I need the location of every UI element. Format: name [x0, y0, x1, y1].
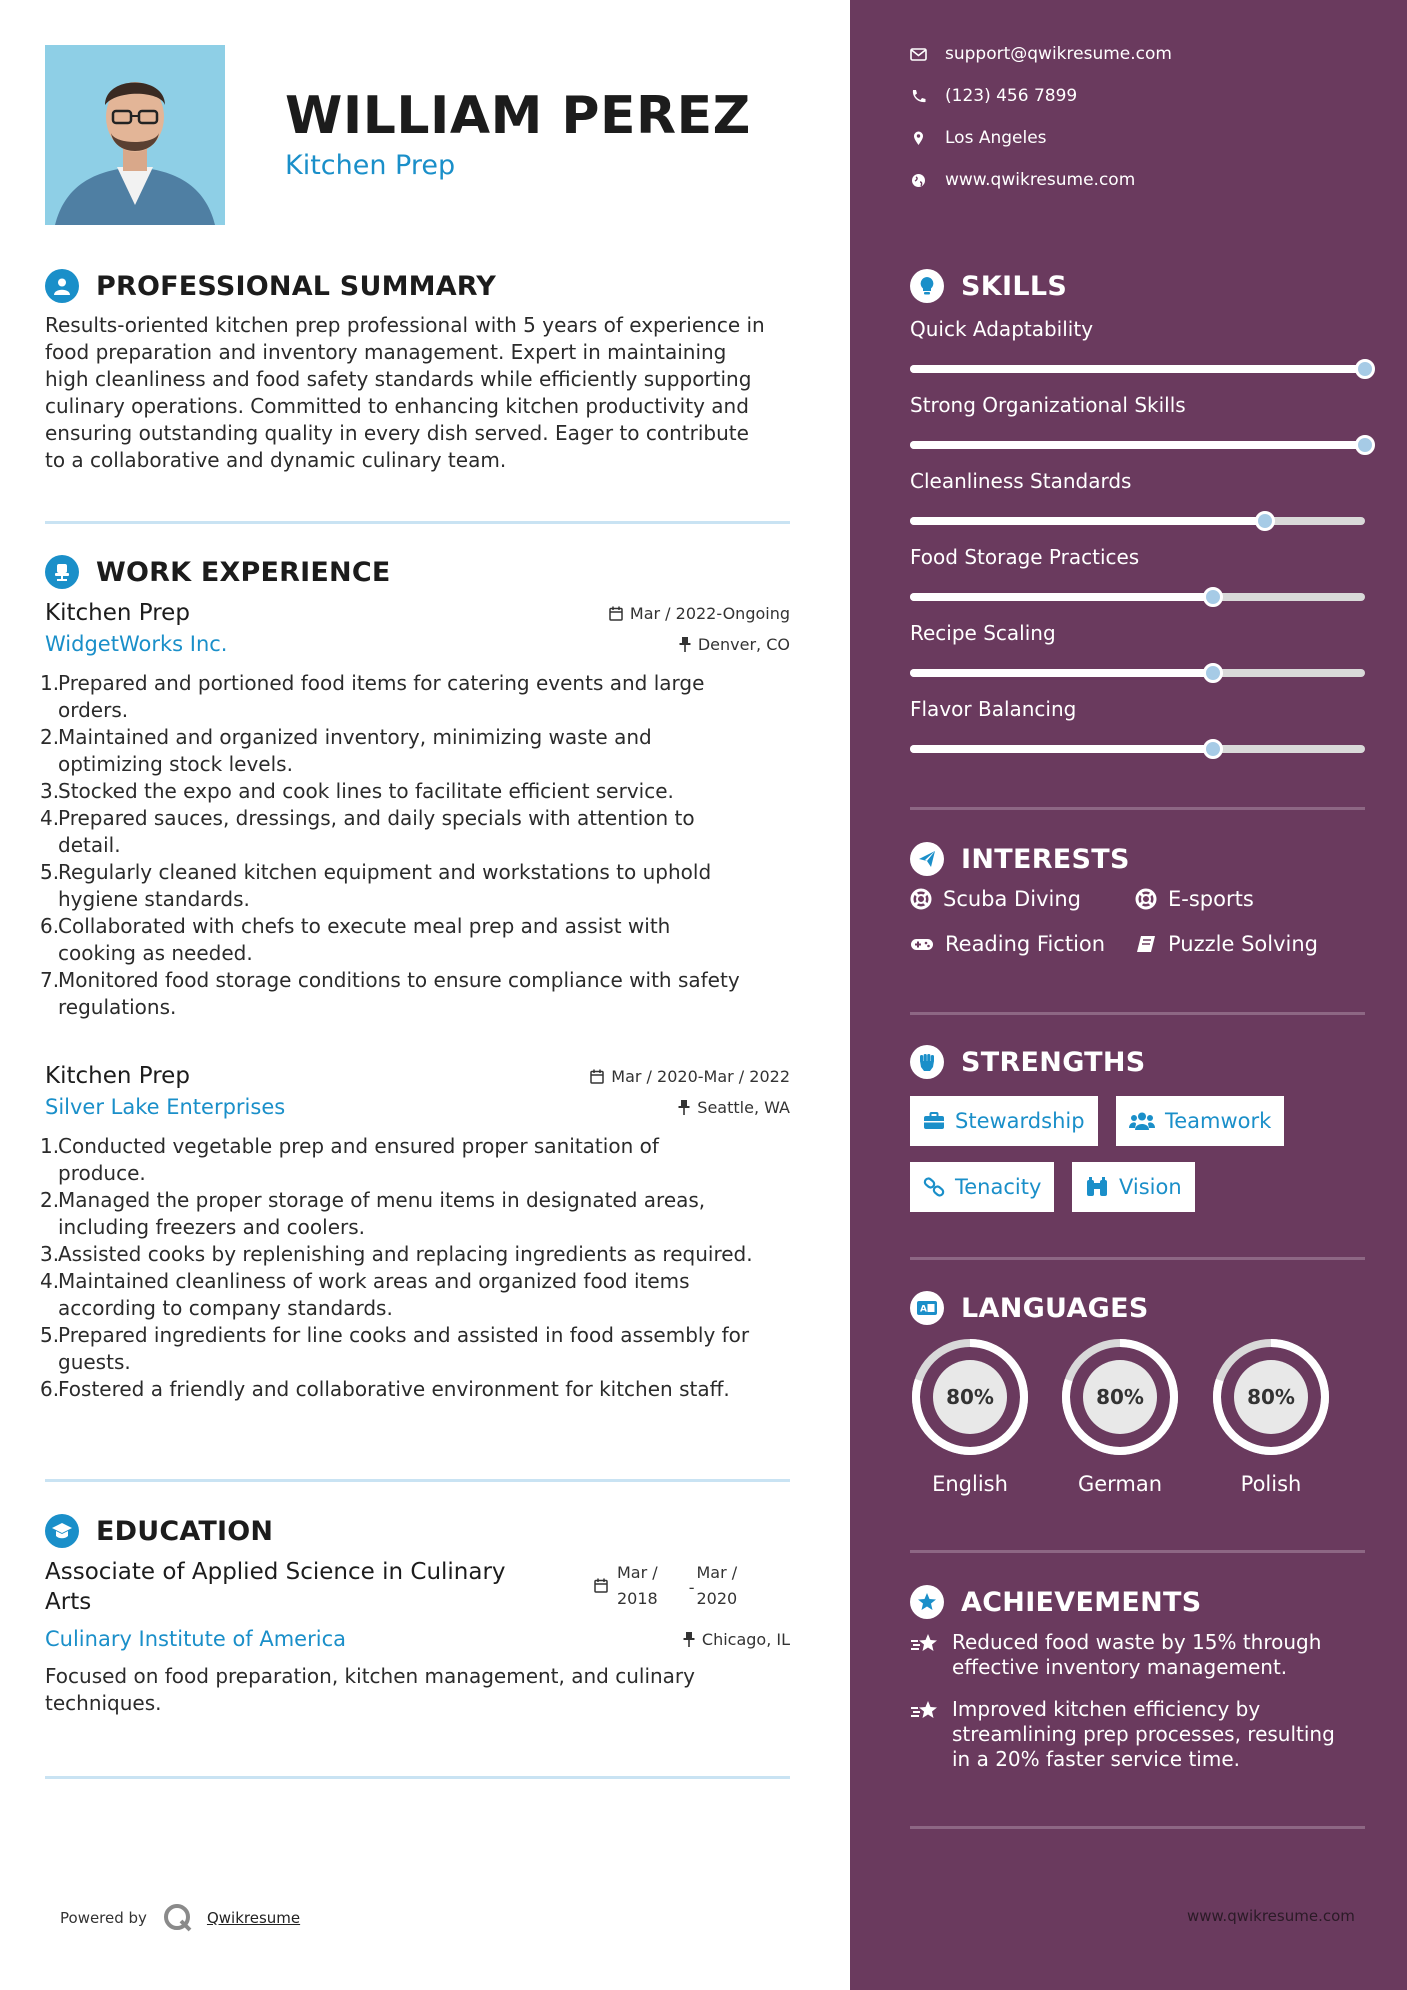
section-divider: [910, 1257, 1365, 1260]
achievement-item: [910, 1697, 1370, 1772]
footer-website[interactable]: www.qwikresume.com: [1187, 1907, 1355, 1925]
edu-start-month: Mar /: [617, 1563, 658, 1582]
interest-label: Puzzle Solving: [1168, 932, 1318, 956]
language-name: Polish: [1240, 1472, 1302, 1496]
summary-line: high cleanliness and food safety standards while efficiently supporting: [45, 367, 752, 391]
sidebar: [850, 0, 1407, 1990]
briefcase-icon: [923, 1112, 945, 1130]
contact-email[interactable]: [910, 44, 1172, 64]
skill-level-knob: [1355, 435, 1375, 455]
skill-level-fill: [910, 593, 1213, 601]
achievement-line: streamlining prep processes, resulting: [952, 1722, 1335, 1746]
skill-item: [910, 621, 1365, 677]
interest-item: [910, 887, 1081, 911]
skill-name: Quick Adaptability: [910, 317, 1094, 341]
summary-title: PROFESSIONAL SUMMARY: [96, 270, 497, 302]
location-text: Los Angeles: [945, 128, 1047, 148]
job-title: Kitchen Prep: [45, 600, 190, 626]
edu-end-month: Mar /: [696, 1563, 738, 1582]
link-icon: [923, 1177, 945, 1197]
skill-level-fill: [910, 441, 1365, 449]
strengths-title: STRENGTHS: [961, 1046, 1146, 1078]
list-item: 3. Stocked the expo and cook lines to facilitate efficient service.: [40, 779, 674, 803]
skill-level-knob: [1203, 739, 1223, 759]
skill-level-fill: [910, 517, 1265, 525]
users-icon: [1129, 1111, 1155, 1131]
candidate-role: Kitchen Prep: [285, 150, 456, 181]
life-ring-icon: [910, 888, 932, 910]
degree-line: Arts: [45, 1589, 92, 1615]
job-company: Silver Lake Enterprises: [45, 1095, 286, 1119]
achievement-item: [910, 1630, 1370, 1680]
list-item: 4. Maintained cleanliness of work areas and organized food items according to company standards.: [40, 1269, 690, 1320]
edu-end-year: 2020: [696, 1589, 738, 1608]
achievement-line: Reduced food waste by 15% through: [952, 1630, 1322, 1654]
strength-tag: [910, 1162, 1054, 1212]
summary-line: to a collaborative and dynamic culinary team.: [45, 448, 507, 472]
skill-level-bar: [910, 441, 1365, 449]
language-percent: 80%: [946, 1385, 994, 1409]
footer-powered-by: [60, 1903, 300, 1933]
list-item: 7. Monitored food storage conditions to ensure compliance with safety regulations.: [40, 968, 740, 1019]
duties-list: [40, 1133, 790, 1403]
achievement-line: Improved kitchen efficiency by: [952, 1697, 1261, 1721]
skill-level-bar: [910, 745, 1365, 753]
qwikresume-logo-icon: [163, 1903, 193, 1933]
pin-icon: [679, 637, 691, 652]
interests-title: INTERESTS: [961, 843, 1130, 875]
list-item: 2. Maintained and organized inventory, minimizing waste and optimizing stock levels.: [40, 725, 652, 776]
section-divider: [910, 1012, 1365, 1015]
contact-location: [910, 128, 1047, 148]
languages-title: LANGUAGES: [961, 1292, 1149, 1324]
life-ring-icon: [1135, 888, 1157, 910]
summary-line: Results-oriented kitchen prep professional with 5 years of experience in: [45, 313, 765, 337]
job-dates-text: Mar / 2022-Ongoing: [629, 603, 790, 623]
skill-name: Strong Organizational Skills: [910, 393, 1186, 417]
list-item: 6. Collaborated with chefs to execute meal prep and assist with cooking as needed.: [40, 914, 671, 965]
language-level-ring: [1060, 1337, 1180, 1457]
paper-plane-icon: [910, 842, 944, 876]
skill-level-knob: [1203, 663, 1223, 683]
education-location-text: Chicago, IL: [701, 1630, 790, 1649]
skill-level-knob: [1255, 511, 1275, 531]
phone-icon: [910, 89, 927, 104]
achievement-line: effective inventory management.: [952, 1655, 1288, 1679]
website-text: www.qwikresume.com: [945, 170, 1136, 190]
strength-tag: [1072, 1162, 1195, 1212]
education-section: [45, 1512, 790, 1550]
degree-line: Associate of Applied Science in Culinary: [45, 1559, 506, 1585]
language-percent: 80%: [1247, 1385, 1295, 1409]
fist-icon: [910, 1045, 944, 1079]
job-location-text: Seattle, WA: [697, 1097, 790, 1117]
language-icon: [910, 1291, 944, 1325]
language-level-ring: [910, 1337, 1030, 1457]
edu-date-dash: -: [688, 1578, 695, 1597]
skill-item: [910, 469, 1365, 525]
phone-text: (123) 456 7899: [945, 86, 1078, 106]
interest-label: Reading Fiction: [945, 932, 1106, 956]
binoculars-icon: [1085, 1177, 1109, 1197]
duties-list: [40, 670, 790, 1021]
strength-label: Tenacity: [955, 1175, 1042, 1199]
calendar-icon: [609, 606, 623, 621]
job-entry: [40, 1063, 790, 1403]
experience-title: WORK EXPERIENCE: [96, 556, 391, 588]
globe-icon: [910, 173, 927, 188]
strength-tag: [910, 1096, 1098, 1146]
contact-website[interactable]: [910, 170, 1135, 190]
language-name: English: [932, 1472, 1008, 1496]
interests-section: [910, 840, 1365, 878]
achievements-title: ACHIEVEMENTS: [961, 1586, 1202, 1618]
language-level-ring: [1211, 1337, 1331, 1457]
skill-name: Flavor Balancing: [910, 697, 1077, 721]
skill-level-bar: [910, 593, 1365, 601]
interest-item: [1135, 887, 1254, 911]
summary-line: ensuring outstanding quality in every dish served. Eager to contribute: [45, 421, 749, 445]
map-marker-icon: [910, 131, 927, 146]
language-percent: 80%: [1096, 1385, 1144, 1409]
education-dates: [594, 1560, 737, 1612]
skill-item: [910, 545, 1365, 601]
skill-level-fill: [910, 365, 1365, 373]
gamepad-icon: [910, 936, 934, 952]
summary-line: culinary operations. Committed to enhancing kitchen productivity and: [45, 394, 749, 418]
user-icon: [45, 269, 79, 303]
shooting-star-icon: [910, 1632, 940, 1656]
skill-name: Recipe Scaling: [910, 621, 1056, 645]
language-item: [1060, 1337, 1180, 1496]
skill-level-fill: [910, 745, 1213, 753]
list-item: 6. Fostered a friendly and collaborative environment for kitchen staff.: [40, 1377, 730, 1401]
job-location-text: Denver, CO: [697, 634, 790, 654]
skills-section: [910, 267, 1365, 305]
list-item: 5. Prepared ingredients for line cooks and assisted in food assembly for guests.: [40, 1323, 750, 1374]
skill-level-fill: [910, 669, 1213, 677]
language-item: [910, 1337, 1030, 1496]
job-company: WidgetWorks Inc.: [45, 632, 228, 656]
section-divider: [910, 1826, 1365, 1829]
list-item: 1. Conducted vegetable prep and ensured proper sanitation of produce.: [40, 1134, 659, 1185]
skills-title: SKILLS: [961, 270, 1068, 302]
svg-text:A: A: [920, 1304, 927, 1315]
strengths-section: [910, 1043, 1365, 1081]
graduation-cap-icon: [45, 1514, 79, 1548]
job-location: [678, 1098, 790, 1117]
email-text: support@qwikresume.com: [945, 44, 1172, 64]
strength-tag: [1116, 1096, 1284, 1146]
strength-label: Stewardship: [955, 1109, 1085, 1133]
job-dates: [590, 1067, 790, 1086]
education-location: [683, 1630, 790, 1649]
education-title: EDUCATION: [96, 1515, 274, 1547]
interest-item: [910, 932, 1105, 956]
chair-icon: [45, 555, 79, 589]
book-icon: [1135, 934, 1157, 954]
list-item: 3. Assisted cooks by replenishing and replacing ingredients as required.: [40, 1242, 753, 1266]
summary-text: [45, 312, 790, 474]
language-name: German: [1077, 1472, 1163, 1496]
pin-icon: [678, 1100, 690, 1115]
list-item: 1. Prepared and portioned food items for catering events and large orders.: [40, 671, 705, 722]
section-divider: [910, 807, 1365, 810]
pin-icon: [683, 1632, 695, 1647]
skill-level-knob: [1203, 587, 1223, 607]
skill-level-bar: [910, 517, 1365, 525]
job-dates: [609, 604, 790, 623]
skill-name: Food Storage Practices: [910, 545, 1140, 569]
summary-section: [45, 267, 790, 474]
education-desc-line: Focused on food preparation, kitchen management, and culinary: [45, 1664, 695, 1688]
profile-photo: [45, 45, 225, 225]
language-item: [1211, 1337, 1331, 1496]
list-item: 5. Regularly cleaned kitchen equipment and workstations to uphold hygiene standards.: [40, 860, 712, 911]
edu-start-year: 2018: [617, 1589, 658, 1608]
section-divider: [910, 1550, 1365, 1553]
interest-label: E-sports: [1168, 887, 1254, 911]
candidate-name: WILLIAM PEREZ: [285, 86, 751, 146]
skill-item: [910, 393, 1365, 449]
skill-level-bar: [910, 669, 1365, 677]
powered-by-text: Powered by: [60, 1909, 147, 1927]
job-entry: [40, 600, 790, 1021]
strength-label: Vision: [1119, 1175, 1182, 1199]
envelope-icon: [910, 48, 927, 61]
lightbulb-icon: [910, 269, 944, 303]
strength-label: Teamwork: [1165, 1109, 1272, 1133]
skill-item: [910, 317, 1365, 373]
skill-item: [910, 697, 1365, 753]
section-divider: [45, 1479, 790, 1482]
skill-name: Cleanliness Standards: [910, 469, 1132, 493]
education-desc-line: techniques.: [45, 1691, 162, 1715]
summary-line: food preparation and inventory management. Expert in maintaining: [45, 340, 727, 364]
experience-section: [45, 553, 790, 591]
job-dates-text: Mar / 2020-Mar / 2022: [611, 1066, 790, 1086]
job-location: [679, 635, 790, 654]
section-divider: [45, 1776, 790, 1779]
job-title: Kitchen Prep: [45, 1063, 190, 1089]
skill-level-knob: [1355, 359, 1375, 379]
degree-title: [45, 1557, 545, 1617]
skill-level-bar: [910, 365, 1365, 373]
list-item: 4. Prepared sauces, dressings, and daily specials with attention to detail.: [40, 806, 695, 857]
list-item: 2. Managed the proper storage of menu items in designated areas, including freezers and coolers.: [40, 1188, 706, 1239]
star-badge-icon: [910, 1585, 944, 1619]
section-divider: [45, 521, 790, 524]
achievement-line: in a 20% faster service time.: [952, 1747, 1240, 1771]
calendar-icon: [594, 1578, 608, 1593]
school-name: Culinary Institute of America: [45, 1627, 346, 1651]
interest-item: [1135, 932, 1318, 956]
calendar-icon: [590, 1069, 604, 1084]
education-description: [45, 1663, 790, 1717]
languages-section: [910, 1289, 1365, 1327]
interest-label: Scuba Diving: [943, 887, 1081, 911]
contact-phone[interactable]: [910, 86, 1077, 106]
qwikresume-link[interactable]: Qwikresume: [206, 1909, 301, 1927]
shooting-star-icon: [910, 1699, 940, 1723]
achievements-section: [910, 1583, 1365, 1621]
